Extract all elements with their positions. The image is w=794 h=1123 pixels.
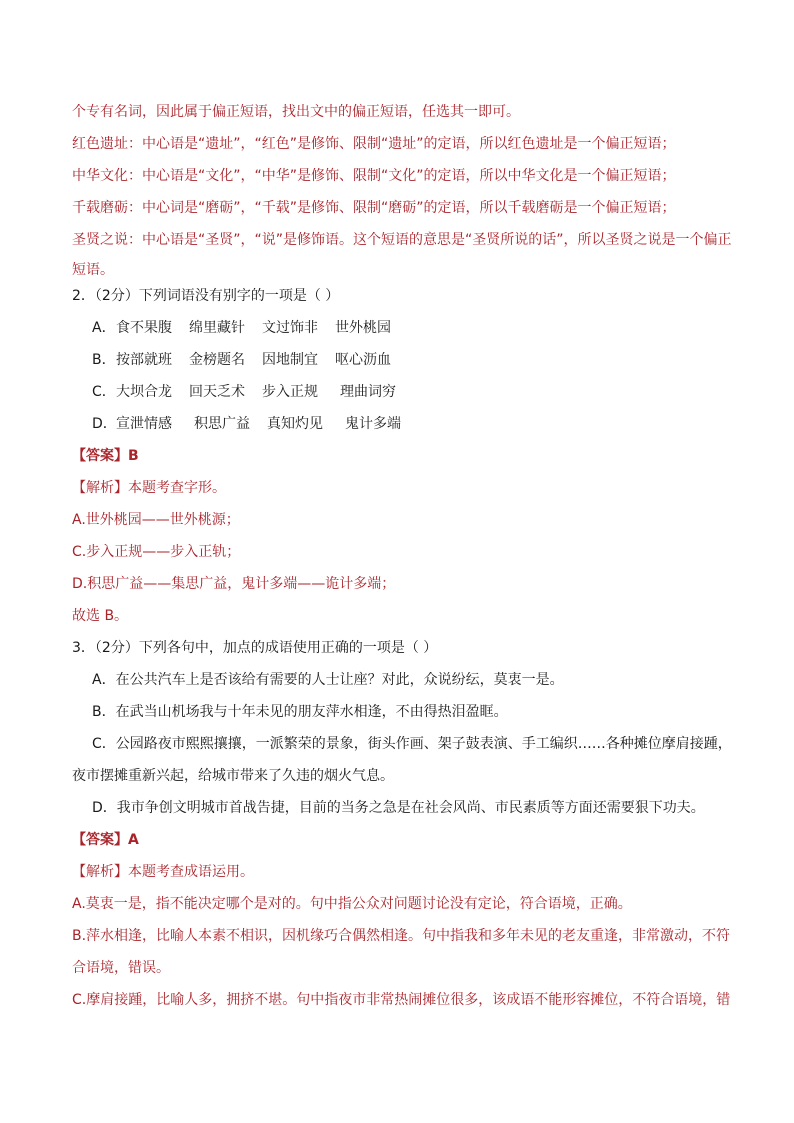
analysis-line: 合语境，错误。 — [72, 960, 170, 976]
option-word: 食不果腹 — [116, 320, 172, 336]
analysis-line: B.萍水相逢，比喻人本素不相识，因机缘巧合偶然相逢。句中指我和多年未见的老友重逢，非常激动，不符 — [72, 928, 731, 944]
option-word: 理曲词穷 — [340, 384, 396, 400]
option-word: 鬼计多端 — [345, 416, 401, 432]
option-c — [92, 382, 752, 402]
option-word: 回天乏术 — [189, 384, 245, 400]
analysis-line: C.步入正规——步入正轨； — [72, 544, 241, 560]
option-word: 宣泄情感 — [116, 416, 172, 432]
option-word: 世外桃园 — [335, 320, 391, 336]
analysis-line: D.积思广益——集思广益，鬼计多端——诡计多端； — [72, 576, 396, 592]
analysis-line: A.世外桃园——世外桃源； — [72, 512, 240, 528]
q1-explain-line: 红色遗址：中心语是“遗址”，“红色”是修饰、限制“遗址”的定语，所以红色遗址是一个偏正短语； — [72, 136, 676, 152]
answer-label: 【答案】B — [72, 448, 139, 464]
option-b — [92, 350, 752, 370]
q1-explain-line: 个专有名词，因此属于偏正短语，找出文中的偏正短语，任选其一即可。 — [72, 104, 520, 120]
option-word: 呕心沥血 — [335, 352, 391, 368]
option-word: 绵里藏针 — [189, 320, 245, 336]
option-word: 按部就班 — [116, 352, 172, 368]
option-label: B． — [92, 352, 116, 368]
analysis-line: 故选 B。 — [72, 608, 129, 624]
option-b: B．在武当山机场我与十年未见的朋友萍水相逢，不由得热泪盈眶。 — [92, 704, 508, 720]
option-word: 步入正规 — [262, 384, 318, 400]
q1-explain-line: 千载磨砺：中心词是“磨砺”，“千载”是修饰、限制“磨砺”的定语，所以千载磨砺是一个偏正短语； — [72, 200, 676, 216]
option-word: 积思广益 — [194, 416, 250, 432]
option-label: D． — [92, 416, 117, 432]
option-d: D．我市争创文明城市首战告捷，目前的当务之急是在社会风尚、市民素质等方面还需要狠下功夫。 — [92, 800, 705, 816]
question-stem: 3．（2分）下列各句中，加点的成语使用正确的一项是（ ） — [72, 640, 438, 656]
q1-explain-line: 短语。 — [72, 262, 114, 278]
option-word: 真知灼见 — [267, 416, 323, 432]
option-word: 文过饰非 — [262, 320, 318, 336]
option-label: A． — [92, 320, 116, 336]
option-c-continued: 夜市摆摊重新兴起，给城市带来了久违的烟火气息。 — [72, 768, 394, 784]
option-a: A．在公共汽车上是否该给有需要的人士让座？对此，众说纷纭，莫衷一是。 — [92, 672, 564, 688]
option-a — [92, 318, 752, 338]
option-c: C．公园路夜市熙熙攘攘，一派繁荣的景象，街头作画、架子鼓表演、手工编织……各种摊位摩肩接踵， — [92, 736, 732, 752]
answer-label: 【答案】A — [72, 832, 139, 848]
option-label: C． — [92, 384, 116, 400]
option-d — [92, 414, 752, 434]
question-stem: 2．（2分）下列词语没有别字的一项是（ ） — [72, 288, 340, 304]
analysis-head: 【解析】本题考查字形。 — [72, 480, 226, 496]
q1-explain-line: 中华文化：中心语是“文化”，“中华”是修饰、限制“文化”的定语，所以中华文化是一个偏正短语； — [72, 168, 676, 184]
option-word: 大坝合龙 — [116, 384, 172, 400]
q1-explain-line: 圣贤之说：中心语是“圣贤”，“说”是修饰语。这个短语的意思是“圣贤所说的话”，所以圣贤之说是一个偏正 — [72, 232, 732, 248]
option-word: 金榜题名 — [189, 352, 245, 368]
analysis-line: C.摩肩接踵，比喻人多，拥挤不堪。句中指夜市非常热闹摊位很多，该成语不能形容摊位，不符合语境，错 — [72, 992, 731, 1008]
analysis-head: 【解析】本题考查成语运用。 — [72, 864, 254, 880]
analysis-line: A.莫衷一是，指不能决定哪个是对的。句中指公众对问题讨论没有定论，符合语境，正确。 — [72, 896, 632, 912]
option-word: 因地制宜 — [262, 352, 318, 368]
